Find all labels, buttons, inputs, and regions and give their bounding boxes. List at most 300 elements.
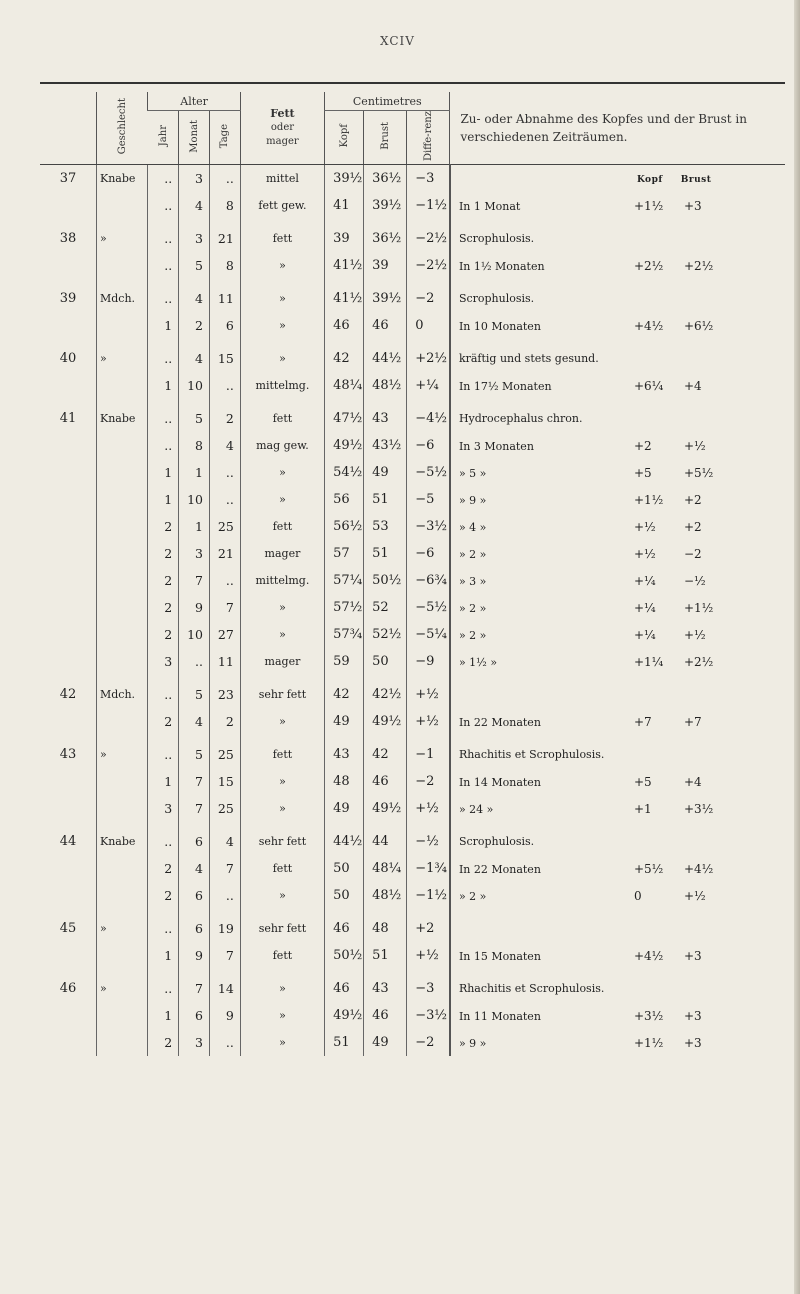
case-number: 44 <box>59 834 77 850</box>
fett-cell: fett <box>240 942 324 969</box>
tage-cell: 15 <box>210 345 241 372</box>
sex-cell <box>97 768 148 795</box>
brust-cell: 48½ <box>364 372 407 399</box>
tage-cell: 21 <box>210 225 241 252</box>
table-row <box>40 975 785 1002</box>
brust-cell: 42½ <box>364 681 407 708</box>
monat-cell: 10 <box>179 621 210 648</box>
col-header-alter: Alter <box>148 92 240 111</box>
kopf-cell: 44½ <box>325 828 364 855</box>
table-row <box>40 192 785 219</box>
change-note-cell <box>450 285 785 312</box>
tage-cell: .. <box>210 567 241 594</box>
brust-cell: 43½ <box>364 432 407 459</box>
brust-cell: 46 <box>364 1002 407 1029</box>
change-note-cell <box>450 915 785 942</box>
kopf-cell: 48¼ <box>325 372 364 399</box>
monat-cell: 4 <box>179 855 210 882</box>
kopf-change-value: +½ <box>633 546 656 561</box>
case-number: 37 <box>59 171 77 187</box>
table-row <box>40 768 785 795</box>
fett-cell: fett <box>240 855 324 882</box>
sex-cell <box>97 1002 148 1029</box>
sex-cell: Knabe <box>97 828 148 855</box>
table-row <box>40 795 785 822</box>
fett-cell: » <box>240 594 324 621</box>
table-row <box>40 432 785 459</box>
kopf-change-value: +2½ <box>633 258 664 273</box>
table-row <box>40 915 785 942</box>
fett-cell: » <box>240 459 324 486</box>
sex-cell <box>97 621 148 648</box>
monat-cell: 3 <box>179 165 210 193</box>
sex-cell: Mdch. <box>97 285 148 312</box>
tage-cell: .. <box>210 372 241 399</box>
brust-change-value: +4 <box>683 378 702 393</box>
brust-change-value: +3 <box>683 948 702 963</box>
tage-cell: 11 <box>210 285 241 312</box>
case-number <box>40 372 97 399</box>
case-number <box>40 252 97 279</box>
col-header-brust: Brust <box>364 111 407 165</box>
fett-cell: mittel <box>240 165 324 193</box>
brust-cell: 39½ <box>364 285 407 312</box>
monat-cell: 4 <box>179 345 210 372</box>
table-row <box>40 513 785 540</box>
monat-cell: 10 <box>179 486 210 513</box>
change-note-cell <box>450 372 785 399</box>
fett-cell: » <box>240 795 324 822</box>
jahr-cell: 2 <box>148 567 179 594</box>
col-header-tage: Tage <box>210 111 241 165</box>
kopf-cell: 42 <box>325 681 364 708</box>
table-row <box>40 621 785 648</box>
brust-cell: 46 <box>364 768 407 795</box>
case-number <box>40 1029 97 1056</box>
diff-cell: −½ <box>407 828 450 855</box>
kopf-cell: 42 <box>325 345 364 372</box>
fett-cell: » <box>240 621 324 648</box>
sex-cell: Mdch. <box>97 681 148 708</box>
table-row <box>40 741 785 768</box>
diff-cell: −1½ <box>407 882 450 909</box>
sex-cell <box>97 372 148 399</box>
change-note-text: Rhachitis et Scrophulosis. <box>458 748 605 762</box>
case-number <box>40 540 97 567</box>
brust-cell: 49 <box>364 1029 407 1056</box>
kopf-cell: 57¼ <box>325 567 364 594</box>
change-note-cell <box>450 540 785 567</box>
diff-cell: −2½ <box>407 225 450 252</box>
tage-cell: .. <box>210 459 241 486</box>
change-note-text: » 2 » <box>458 547 487 561</box>
diff-cell: −9 <box>407 648 450 675</box>
kopf-cell: 46 <box>325 975 364 1002</box>
case-number <box>40 648 97 675</box>
diff-cell: −6 <box>407 432 450 459</box>
fett-cell: » <box>240 708 324 735</box>
fett-cell: mager <box>240 648 324 675</box>
brust-change-value: +1½ <box>683 600 714 615</box>
case-number <box>40 594 97 621</box>
monat-cell: 6 <box>179 915 210 942</box>
brust-cell: 43 <box>364 975 407 1002</box>
brust-change-value: +7 <box>683 714 702 729</box>
change-note-cell <box>450 975 785 1002</box>
case-number: 39 <box>59 291 77 307</box>
monat-cell: 10 <box>179 372 210 399</box>
brust-cell: 51 <box>364 942 407 969</box>
change-note-text: Hydrocephalus chron. <box>458 412 583 426</box>
jahr-cell: .. <box>148 681 179 708</box>
kopf-brust-subheader <box>459 175 711 185</box>
fett-cell: » <box>240 312 324 339</box>
kopf-change-value: +1¼ <box>633 654 664 669</box>
case-number <box>40 1002 97 1029</box>
table-row <box>40 855 785 882</box>
change-note-text: » 2 » <box>458 628 487 642</box>
jahr-cell: 2 <box>148 708 179 735</box>
table-row <box>40 681 785 708</box>
sex-cell <box>97 648 148 675</box>
change-note-text: » 2 » <box>458 889 487 903</box>
change-note-cell <box>450 165 785 193</box>
brust-change-value: +5½ <box>683 465 714 480</box>
tage-cell: 7 <box>210 855 241 882</box>
brust-cell: 42 <box>364 741 407 768</box>
tage-cell: 8 <box>210 252 241 279</box>
jahr-cell: 3 <box>148 648 179 675</box>
sex-cell <box>97 459 148 486</box>
case-number: 40 <box>59 351 77 367</box>
tage-cell: 8 <box>210 192 241 219</box>
kopf-change-value: +½ <box>633 519 656 534</box>
table-row <box>40 252 785 279</box>
kopf-cell: 46 <box>325 915 364 942</box>
monat-cell: 7 <box>179 795 210 822</box>
sex-cell <box>97 594 148 621</box>
tage-cell: .. <box>210 486 241 513</box>
brust-change-value: +½ <box>683 888 706 903</box>
diff-cell: +½ <box>407 942 450 969</box>
kopf-cell: 43 <box>325 741 364 768</box>
monat-cell: 7 <box>179 975 210 1002</box>
col-header-differenz: Diffe-renz <box>407 111 450 165</box>
kopf-cell: 57½ <box>325 594 364 621</box>
change-note-cell <box>450 1002 785 1029</box>
monat-cell: 3 <box>179 1029 210 1056</box>
diff-cell: +½ <box>407 708 450 735</box>
case-number <box>40 795 97 822</box>
case-number <box>40 567 97 594</box>
diff-cell: −2 <box>407 1029 450 1056</box>
diff-cell: +2 <box>407 915 450 942</box>
table-row <box>40 345 785 372</box>
kopf-change-value: +5½ <box>633 861 664 876</box>
jahr-cell: 1 <box>148 942 179 969</box>
diff-cell: −1 <box>407 741 450 768</box>
tage-cell: 7 <box>210 942 241 969</box>
brust-change-value: +6½ <box>683 318 714 333</box>
case-number <box>40 708 97 735</box>
case-number: 45 <box>59 921 77 937</box>
brust-change-value: +3 <box>683 1008 702 1023</box>
sex-cell: » <box>97 741 148 768</box>
jahr-cell: 1 <box>148 459 179 486</box>
fett-cell: » <box>240 486 324 513</box>
kopf-cell: 56½ <box>325 513 364 540</box>
monat-cell: 7 <box>179 768 210 795</box>
kopf-cell: 41½ <box>325 285 364 312</box>
case-number <box>40 621 97 648</box>
diff-cell: +2½ <box>407 345 450 372</box>
change-note-cell <box>450 252 785 279</box>
jahr-cell: 1 <box>148 486 179 513</box>
brust-cell: 49½ <box>364 708 407 735</box>
change-note-text: In 17½ Monaten <box>458 379 552 393</box>
kopf-change-value: +1 <box>633 801 652 816</box>
fett-cell: » <box>240 882 324 909</box>
monat-cell: 5 <box>179 405 210 432</box>
kopf-change-value: +1½ <box>633 198 664 213</box>
change-note-cell <box>450 768 785 795</box>
jahr-cell: 1 <box>148 1002 179 1029</box>
kopf-change-value: +¼ <box>633 600 656 615</box>
kopf-cell: 49 <box>325 708 364 735</box>
brust-subheader-label: Brust <box>680 175 712 186</box>
col-header-kopf: Kopf <box>325 111 364 165</box>
tage-cell: 27 <box>210 621 241 648</box>
change-note-text: » 9 » <box>458 493 487 507</box>
kopf-cell: 54½ <box>325 459 364 486</box>
monat-cell: .. <box>179 648 210 675</box>
tage-cell: .. <box>210 882 241 909</box>
table-row <box>40 942 785 969</box>
sex-cell <box>97 513 148 540</box>
case-number <box>40 432 97 459</box>
tage-cell: 15 <box>210 768 241 795</box>
table-row <box>40 882 785 909</box>
jahr-cell: 2 <box>148 540 179 567</box>
case-number <box>40 855 97 882</box>
jahr-cell: 1 <box>148 768 179 795</box>
jahr-cell: 2 <box>148 882 179 909</box>
jahr-cell: 1 <box>148 312 179 339</box>
change-note-cell <box>450 621 785 648</box>
measurement-table <box>40 92 785 1056</box>
jahr-cell: 2 <box>148 855 179 882</box>
table-row <box>40 285 785 312</box>
change-note-cell <box>450 192 785 219</box>
kopf-cell: 50½ <box>325 942 364 969</box>
monat-cell: 2 <box>179 312 210 339</box>
change-note-text: » 3 » <box>458 574 487 588</box>
tage-cell: 23 <box>210 681 241 708</box>
tage-cell: 25 <box>210 795 241 822</box>
sex-cell <box>97 192 148 219</box>
change-note-cell <box>450 855 785 882</box>
table-row <box>40 828 785 855</box>
sex-cell <box>97 942 148 969</box>
kopf-change-value: +¼ <box>633 573 656 588</box>
brust-change-value: +2 <box>683 492 702 507</box>
brust-cell: 43 <box>364 405 407 432</box>
change-note-cell <box>450 1029 785 1056</box>
jahr-cell: .. <box>148 345 179 372</box>
brust-cell: 52½ <box>364 621 407 648</box>
brust-change-value: −½ <box>683 573 706 588</box>
case-number <box>40 192 97 219</box>
fett-cell: » <box>240 975 324 1002</box>
fett-cell: sehr fett <box>240 915 324 942</box>
diff-cell: −3½ <box>407 1002 450 1029</box>
kopf-cell: 47½ <box>325 405 364 432</box>
brust-cell: 49 <box>364 459 407 486</box>
change-note-text: » 24 » <box>458 802 494 816</box>
brust-cell: 51 <box>364 486 407 513</box>
brust-cell: 50 <box>364 648 407 675</box>
tage-cell: 4 <box>210 828 241 855</box>
kopf-change-value: +1½ <box>633 492 664 507</box>
kopf-change-value: +1½ <box>633 1035 664 1050</box>
col-header-fett: Fett oder mager <box>240 92 324 165</box>
change-note-text: In 22 Monaten <box>458 862 541 876</box>
case-number <box>40 513 97 540</box>
monat-cell: 3 <box>179 225 210 252</box>
change-note-cell <box>450 432 785 459</box>
jahr-cell: 2 <box>148 1029 179 1056</box>
monat-cell: 9 <box>179 942 210 969</box>
kopf-change-value: 0 <box>633 888 642 903</box>
change-note-text: kräftig und stets gesund. <box>458 352 599 366</box>
table-row <box>40 567 785 594</box>
table-row <box>40 648 785 675</box>
kopf-cell: 49 <box>325 795 364 822</box>
diff-cell: −6¾ <box>407 567 450 594</box>
kopf-change-value: +2 <box>633 438 652 453</box>
sex-cell: Knabe <box>97 165 148 193</box>
change-note-cell <box>450 594 785 621</box>
change-note-cell <box>450 405 785 432</box>
tage-cell: 14 <box>210 975 241 1002</box>
monat-cell: 7 <box>179 567 210 594</box>
kopf-cell: 48 <box>325 768 364 795</box>
jahr-cell: .. <box>148 405 179 432</box>
sex-cell <box>97 855 148 882</box>
kopf-cell: 49½ <box>325 432 364 459</box>
jahr-cell: 1 <box>148 372 179 399</box>
fett-cell: fett gew. <box>240 192 324 219</box>
change-note-cell <box>450 741 785 768</box>
change-note-cell <box>450 513 785 540</box>
monat-cell: 8 <box>179 432 210 459</box>
sex-cell <box>97 795 148 822</box>
sex-cell: » <box>97 225 148 252</box>
monat-cell: 6 <box>179 1002 210 1029</box>
brust-change-value: −2 <box>683 546 702 561</box>
monat-cell: 5 <box>179 741 210 768</box>
tage-cell: 9 <box>210 1002 241 1029</box>
fett-cell: sehr fett <box>240 681 324 708</box>
kopf-cell: 56 <box>325 486 364 513</box>
col-header-geschlecht: Geschlecht <box>97 92 148 165</box>
monat-cell: 6 <box>179 882 210 909</box>
change-note-text: Scrophulosis. <box>458 292 535 306</box>
change-note-text: » 5 » <box>458 466 487 480</box>
col-header-zu-abnahme: Zu- oder Abnahme des Kopfes und der Brust in verschiedenen Zeiträumen. <box>450 92 785 165</box>
diff-cell: 0 <box>407 312 450 339</box>
case-number <box>40 486 97 513</box>
tage-cell: .. <box>210 165 241 193</box>
kopf-cell: 57¾ <box>325 621 364 648</box>
brust-cell: 53 <box>364 513 407 540</box>
monat-cell: 1 <box>179 459 210 486</box>
jahr-cell: .. <box>148 975 179 1002</box>
page-edge <box>794 0 800 1294</box>
table-row <box>40 594 785 621</box>
sex-cell: » <box>97 975 148 1002</box>
col-header-nr <box>40 92 97 165</box>
change-note-text: » 1½ » <box>458 655 498 669</box>
brust-change-value: +½ <box>683 627 706 642</box>
brust-cell: 36½ <box>364 225 407 252</box>
brust-change-value: +2½ <box>683 654 714 669</box>
jahr-cell: .. <box>148 828 179 855</box>
tage-cell: 4 <box>210 432 241 459</box>
change-note-cell <box>450 486 785 513</box>
diff-cell: −5½ <box>407 459 450 486</box>
change-note-cell <box>450 942 785 969</box>
tage-cell: 7 <box>210 594 241 621</box>
diff-cell: −3 <box>407 975 450 1002</box>
table-row <box>40 372 785 399</box>
table-row <box>40 459 785 486</box>
change-note-text: » 2 » <box>458 601 487 615</box>
kopf-cell: 50 <box>325 882 364 909</box>
case-number <box>40 942 97 969</box>
change-note-cell <box>450 312 785 339</box>
brust-change-value: +4 <box>683 774 702 789</box>
sex-cell: » <box>97 345 148 372</box>
case-number <box>40 459 97 486</box>
brust-cell: 50½ <box>364 567 407 594</box>
diff-cell: −2 <box>407 768 450 795</box>
kopf-cell: 50 <box>325 855 364 882</box>
case-number <box>40 312 97 339</box>
fett-cell: mager <box>240 540 324 567</box>
kopf-subheader-label: Kopf <box>636 175 663 186</box>
change-note-text: In 14 Monaten <box>458 775 541 789</box>
sex-cell <box>97 567 148 594</box>
jahr-cell: .. <box>148 192 179 219</box>
table-row <box>40 486 785 513</box>
change-note-text: In 3 Monaten <box>458 439 534 453</box>
fett-cell: » <box>240 285 324 312</box>
table-row <box>40 1002 785 1029</box>
change-note-text: In 11 Monaten <box>458 1009 541 1023</box>
brust-cell: 51 <box>364 540 407 567</box>
diff-cell: −2½ <box>407 252 450 279</box>
fett-cell: » <box>240 252 324 279</box>
fett-cell: mag gew. <box>240 432 324 459</box>
case-number: 42 <box>59 687 77 703</box>
brust-change-value: +2 <box>683 519 702 534</box>
brust-change-value: +3½ <box>683 801 714 816</box>
diff-cell: −2 <box>407 285 450 312</box>
table-row <box>40 1029 785 1056</box>
case-number <box>40 768 97 795</box>
diff-cell: −3½ <box>407 513 450 540</box>
